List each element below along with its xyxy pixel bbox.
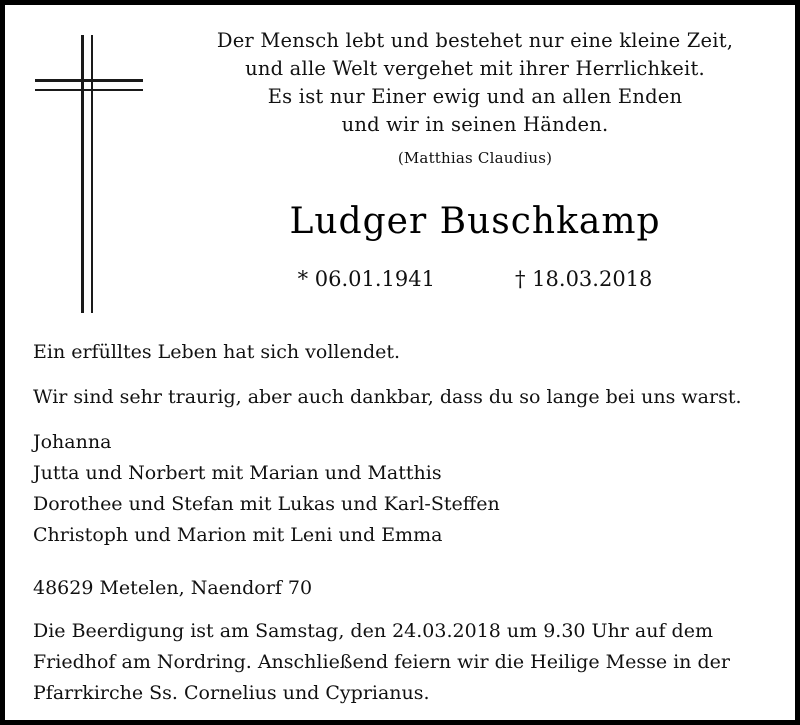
list-item: Johanna [33, 431, 112, 453]
list-item: Dorothee und Stefan mit Lukas und Karl-Steffen [33, 493, 500, 515]
verse-line-3: Es ist nur Einer ewig und an allen Enden [267, 85, 683, 108]
cross-horizontal-bar-second [35, 89, 143, 91]
list-item: Christoph und Marion mit Leni und Emma [33, 524, 443, 546]
cross-vertical-bar [81, 35, 84, 313]
funeral-line-1: Die Beerdigung ist am Samstag, den 24.03.2018 um 9.30 Uhr auf dem [33, 620, 713, 642]
notice-body [33, 337, 777, 709]
cross-icon [23, 23, 163, 323]
verse-line-1: Der Mensch lebt und bestehet nur eine kleine Zeit, [216, 29, 734, 52]
list-item: Jutta und Norbert mit Marian und Matthis [33, 462, 442, 484]
survivor-list [33, 427, 777, 551]
message-line-2: Wir sind sehr traurig, aber auch dankbar, dass du so lange bei uns warst. [33, 386, 742, 408]
life-dates [165, 267, 785, 291]
funeral-line-3: Pfarrkirche Ss. Cornelius und Cyprianus. [33, 682, 430, 704]
cross-horizontal-bar [35, 79, 143, 82]
verse-line-2: und alle Welt vergehet mit ihrer Herrlichkeit. [245, 57, 705, 80]
memorial-verse [165, 27, 785, 169]
message-line-1: Ein erfülltes Leben hat sich vollendet. [33, 341, 401, 363]
cross-vertical-bar-second [91, 35, 93, 313]
verse-author: (Matthias Claudius) [397, 149, 553, 167]
verse-line-4: und wir in seinen Händen. [341, 113, 609, 136]
funeral-line-2: Friedhof am Nordring. Anschließend feiern wir die Heilige Messe in der [33, 651, 730, 673]
funeral-details [33, 616, 777, 709]
deceased-name: Ludger Buschkamp [289, 201, 661, 242]
address-line: 48629 Metelen, Naendorf 70 [33, 577, 313, 599]
birth-date: * 06.01.1941 [297, 267, 435, 291]
death-date: † 18.03.2018 [515, 267, 653, 291]
